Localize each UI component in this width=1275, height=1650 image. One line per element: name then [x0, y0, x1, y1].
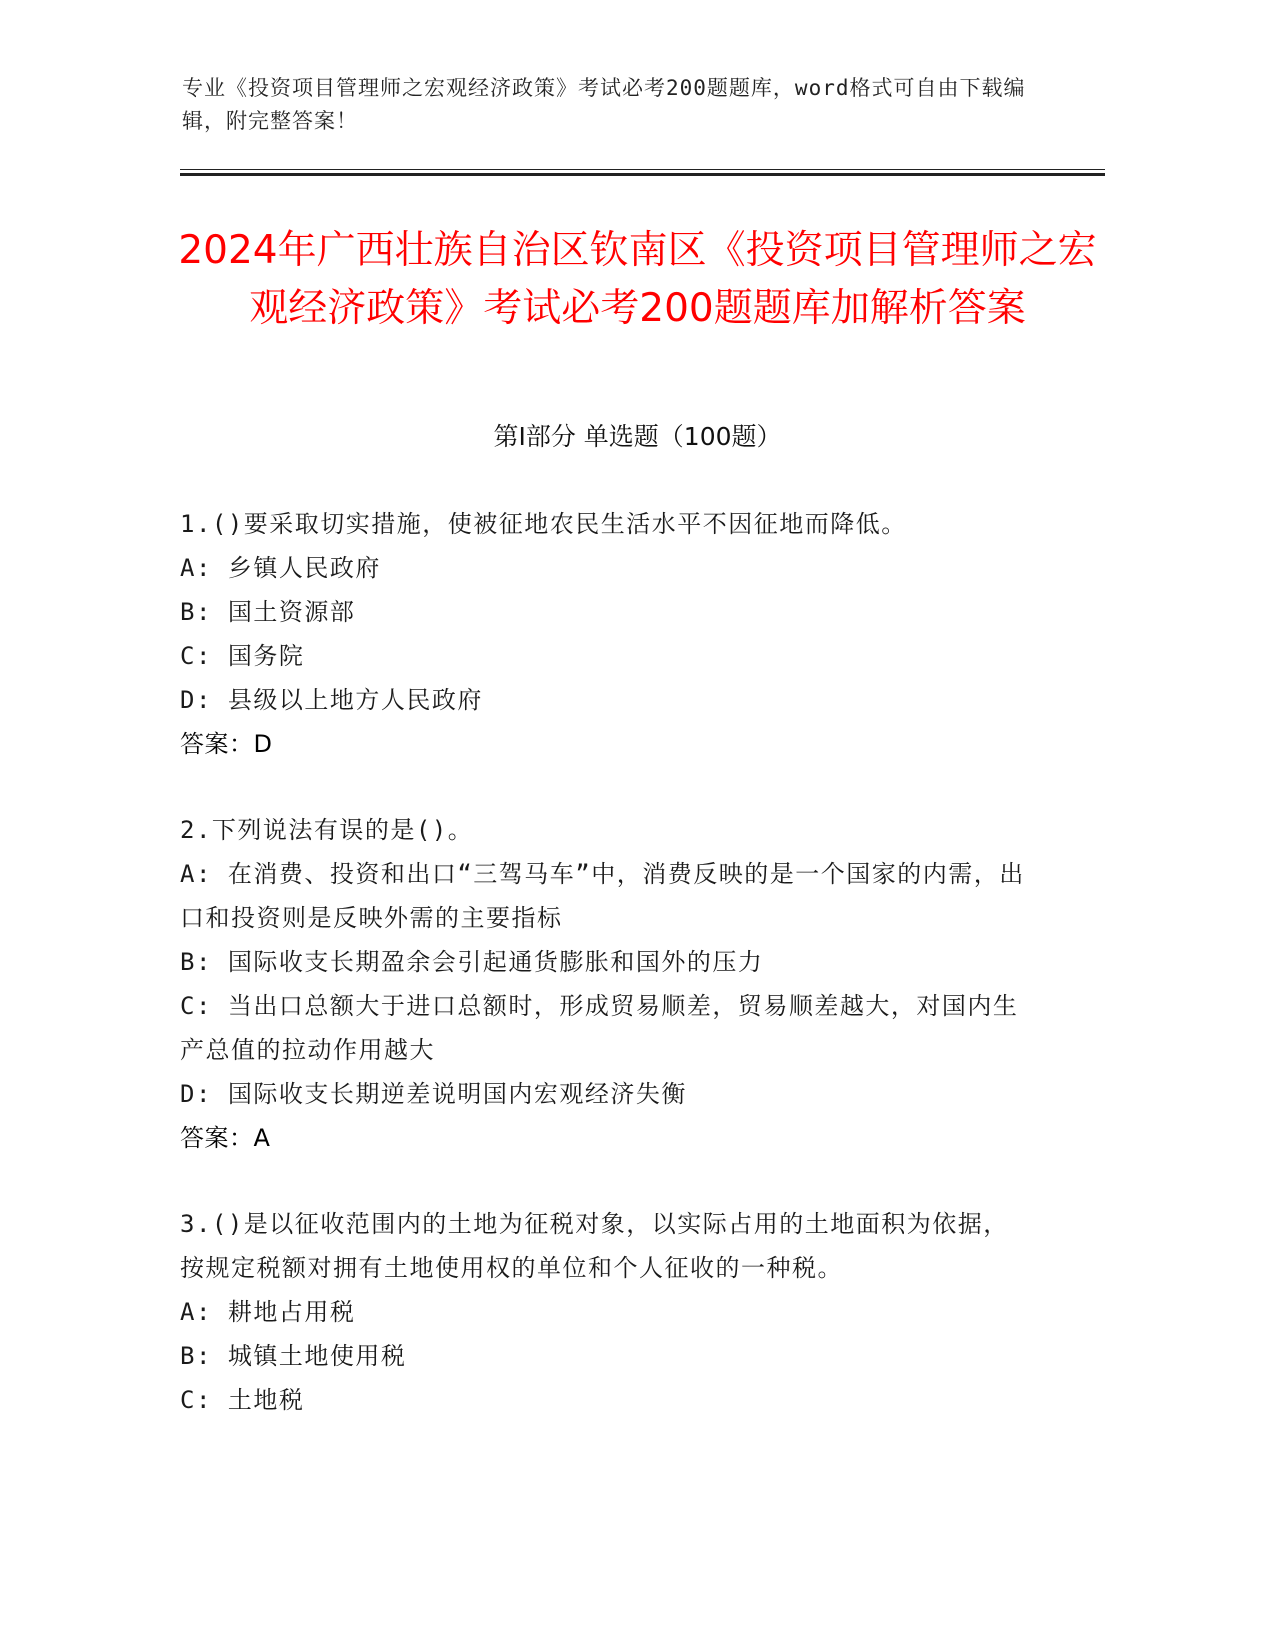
- option-b: B: 国土资源部: [180, 598, 356, 626]
- question-item: [180, 502, 1030, 766]
- question-item: [180, 1202, 1030, 1422]
- question-stem: 2.下列说法有误的是()。: [180, 816, 474, 844]
- option-c: C: 当出口总额大于进口总额时，形成贸易顺差，贸易顺差越大，对国内生产总值的拉动作用越大: [180, 992, 1019, 1064]
- question-stem: 1.()要采取切实措施，使被征地农民生活水平不因征地而降低。: [180, 510, 907, 538]
- document-title: 2024年广西壮族自治区钦南区《投资项目管理师之宏观经济政策》考试必考200题题库加解析答案: [178, 228, 1097, 331]
- question-item: [180, 808, 1030, 1160]
- header-note: 专业《投资项目管理师之宏观经济政策》考试必考200题题库，word格式可自由下载编辑，附完整答案！: [182, 76, 1026, 133]
- answer-line: 答案：D: [180, 730, 273, 758]
- option-b: B: 城镇土地使用税: [180, 1342, 407, 1370]
- option-d: D: 县级以上地方人民政府: [180, 686, 483, 714]
- option-d: D: 国际收支长期逆差说明国内宏观经济失衡: [180, 1080, 687, 1108]
- question-stem: 3.()是以征收范围内的土地为征税对象，以实际占用的土地面积为依据，按规定税额对拥有土地使用权的单位和个人征收的一种税。: [180, 1210, 1009, 1282]
- question-list: [180, 502, 1030, 1464]
- answer-line: 答案：A: [180, 1124, 271, 1152]
- option-c: C: 国务院: [180, 642, 305, 670]
- option-a: A: 乡镇人民政府: [180, 554, 381, 582]
- option-a: A: 在消费、投资和出口“三驾马车”中，消费反映的是一个国家的内需，出口和投资则是反映外需的主要指标: [180, 860, 1025, 932]
- header-divider-thick: [180, 173, 1105, 176]
- option-b: B: 国际收支长期盈余会引起通货膨胀和国外的压力: [180, 948, 764, 976]
- option-a: A: 耕地占用税: [180, 1298, 356, 1326]
- header-divider-thin: [180, 169, 1105, 170]
- section-heading: 第I部分 单选题（100题）: [493, 422, 782, 451]
- option-c: C: 土地税: [180, 1386, 305, 1414]
